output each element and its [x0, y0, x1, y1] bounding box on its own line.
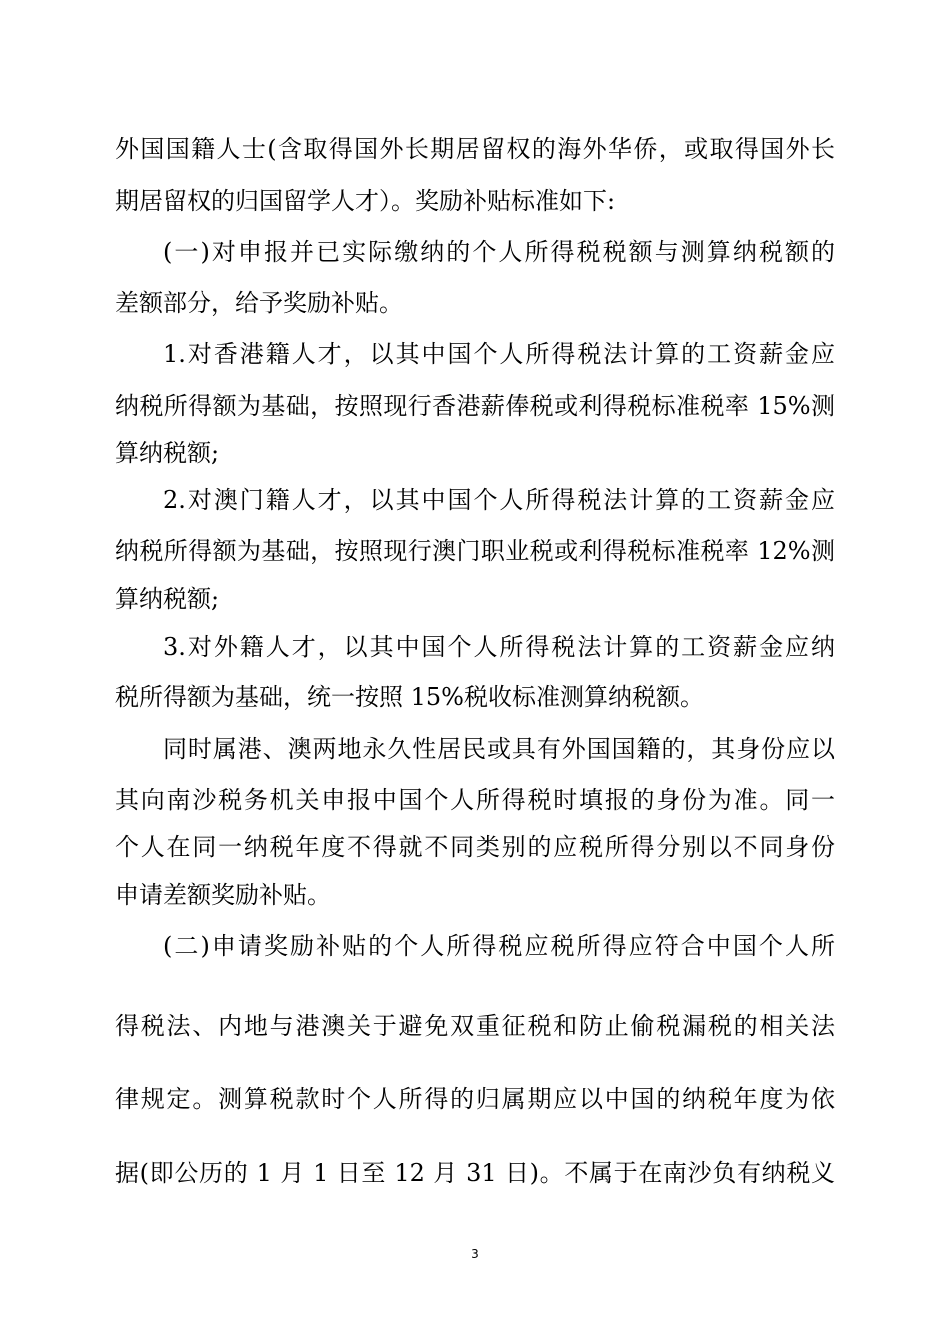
text-line: 得税法、内地与港澳关于避免双重征税和防止偷税漏税的相关法: [115, 1012, 835, 1040]
text-line: 2.对澳门籍人才，以其中国个人所得税法计算的工资薪金应: [163, 486, 835, 514]
text-line: 税所得额为基础，统一按照 15%税收标准测算纳税额。: [115, 683, 704, 711]
text-line: 期居留权的归国留学人才）。奖励补贴标准如下:: [115, 187, 616, 215]
text-line: 律规定。测算税款时个人所得的归属期应以中国的纳税年度为依: [115, 1085, 835, 1113]
text-line: 外国国籍人士(含取得国外长期居留权的海外华侨，或取得国外长: [115, 135, 835, 163]
text-line: 3.对外籍人才，以其中国个人所得税法计算的工资薪金应纳: [163, 633, 835, 661]
text-line: 据(即公历的 1 月 1 日至 12 月 31 日)。不属于在南沙负有纳税义: [115, 1159, 835, 1187]
text-line: 纳税所得额为基础，按照现行香港薪俸税或利得税标准税率 15%测: [115, 392, 835, 420]
text-line: 同时属港、澳两地永久性居民或具有外国国籍的，其身份应以: [163, 735, 835, 763]
text-line: 算纳税额;: [115, 439, 220, 467]
text-line: (一)对申报并已实际缴纳的个人所得税税额与测算纳税额的: [163, 238, 835, 266]
text-line: 纳税所得额为基础，按照现行澳门职业税或利得税标准税率 12%测: [115, 537, 835, 565]
text-line: (二)申请奖励补贴的个人所得税应税所得应符合中国个人所: [163, 932, 835, 960]
text-line: 差额部分，给予奖励补贴。: [115, 289, 403, 317]
text-line: 个人在同一纳税年度不得就不同类别的应税所得分别以不同身份: [115, 833, 835, 861]
text-line: 算纳税额;: [115, 585, 220, 613]
text-line: 其向南沙税务机关申报中国个人所得税时填报的身份为准。同一: [115, 786, 835, 814]
page-number: 3: [471, 1247, 479, 1261]
text-line: 申请差额奖励补贴。: [115, 881, 331, 909]
text-line: 1.对香港籍人才，以其中国个人所得税法计算的工资薪金应: [163, 340, 835, 368]
